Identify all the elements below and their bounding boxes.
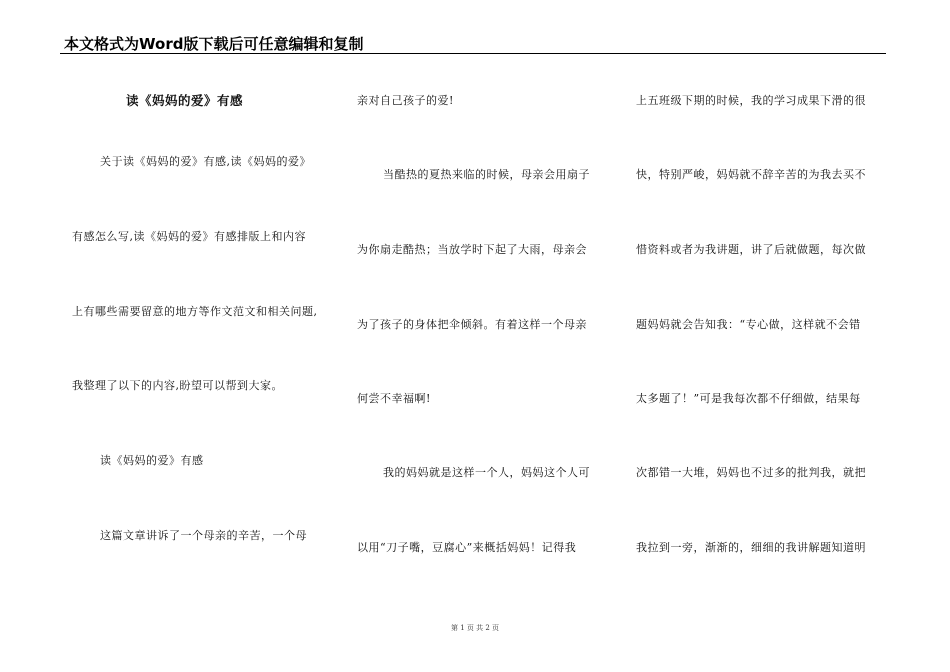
paragraph-line: 我整理了以下的内容,盼望可以帮到大家。	[72, 379, 283, 392]
paragraph-line: 亲对自己孩子的爱!	[357, 94, 454, 107]
column-3	[636, 0, 880, 672]
paragraph-line: 题妈妈就会告知我：“专心做，这样就不会错	[636, 318, 861, 331]
document-header-title: 本文格式为Word版下载后可任意编辑和复制	[64, 35, 364, 53]
paragraph-line: 读《妈妈的爱》有感	[100, 454, 204, 467]
paragraph-line: 惜资料或者为我讲题，讲了后就做题，每次做	[636, 243, 866, 256]
paragraph-line: 何尝不幸福啊!	[357, 392, 431, 405]
paragraph-line: 为你扇走酷热；当放学时下起了大雨，母亲会	[357, 243, 587, 256]
paragraph-line: 上有哪些需要留意的地方等作文范文和相关问题,	[72, 305, 318, 318]
article-title: 读《妈妈的爱》有感	[126, 93, 244, 108]
paragraph-line: 关于读《妈妈的爱》有感,读《妈妈的爱》	[100, 155, 311, 168]
paragraph-line: 这篇文章讲诉了一个母亲的辛苦，一个母	[100, 529, 307, 542]
paragraph-line: 当酷热的夏热来临的时候，母亲会用扇子	[383, 168, 590, 181]
page-number-footer: 第 1 页 共 2 页	[450, 624, 500, 632]
column-1	[72, 0, 340, 672]
column-2	[357, 0, 597, 672]
paragraph-line: 次都错一大堆，妈妈也不过多的批判我，就把	[636, 466, 866, 479]
paragraph-line: 上五班级下期的时候，我的学习成果下滑的很	[636, 94, 866, 107]
paragraph-line: 我拉到一旁，渐渐的，细细的我讲解题知道明	[636, 541, 866, 554]
paragraph-line: 我的妈妈就是这样一个人，妈妈这个人可	[383, 466, 590, 479]
paragraph-line: 有感怎么写,读《妈妈的爱》有感排版上和内容	[72, 230, 306, 243]
paragraph-line: 以用“刀子嘴，豆腐心”来概括妈妈！记得我	[357, 541, 577, 554]
paragraph-line: 为了孩子的身体把伞倾斜。有着这样一个母亲	[357, 318, 587, 331]
paragraph-line: 快，特别严峻，妈妈就不辞辛苦的为我去买不	[636, 168, 866, 181]
paragraph-line: 太多题了！”可是我每次都不仔细做，结果每	[636, 392, 861, 405]
